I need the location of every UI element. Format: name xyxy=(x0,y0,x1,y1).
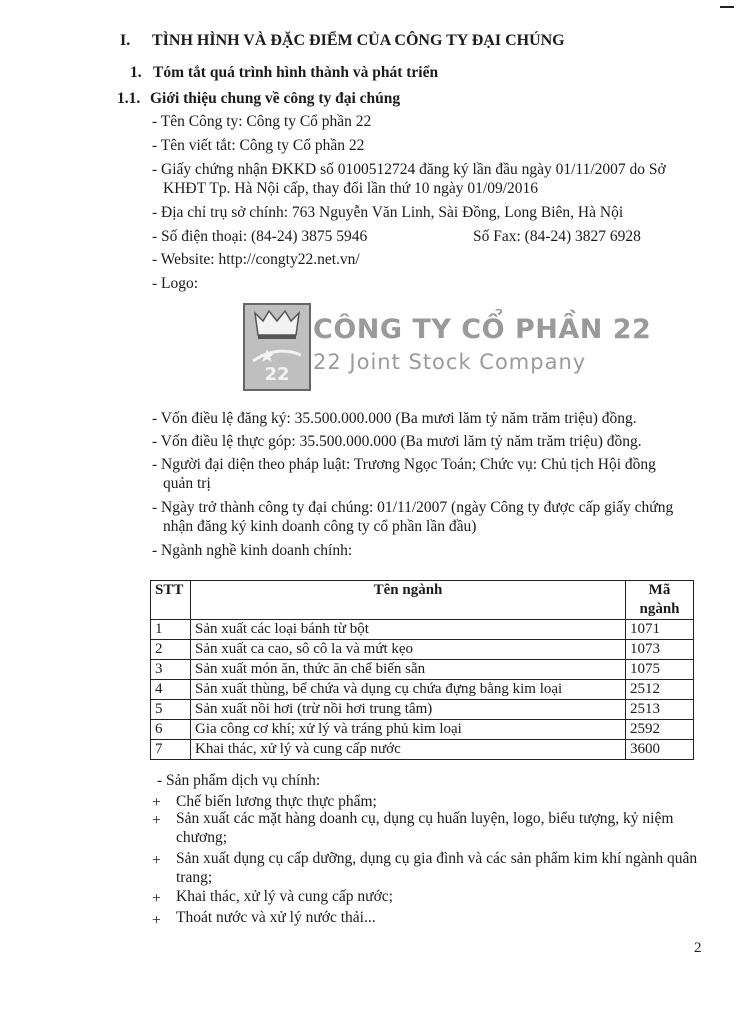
company-address: - Địa chỉ trụ sở chính: 763 Nguyễn Văn Linh, Sài Đồng, Long Biên, Hà Nội xyxy=(152,204,624,221)
row-name: Sản xuất nồi hơi (trừ nồi hơi trung tâm) xyxy=(190,700,625,720)
row-code: 2513 xyxy=(626,700,694,720)
business-cert-line1: - Giấy chứng nhận ĐKKD số 0100512724 đăng ký lần đầu ngày 01/11/2007 do Sở xyxy=(152,161,666,178)
products-label: - Sản phẩm dịch vụ chính: xyxy=(157,772,321,789)
bullet-icon: + xyxy=(152,794,161,811)
section-title: TÌNH HÌNH VÀ ĐẶC ĐIỂM CỦA CÔNG TY ĐẠI CHÚNG xyxy=(152,32,565,49)
company-name: - Tên Công ty: Công ty Cổ phần 22 xyxy=(152,113,372,130)
row-name: Sản xuất thùng, bể chứa và dụng cụ chứa đựng bằng kim loại xyxy=(190,680,625,700)
product-item: Chế biến lương thực thực phẩm; xyxy=(176,793,377,810)
public-company-date-line1: - Ngày trở thành công ty đại chúng: 01/11/2007 (ngày Công ty được cấp giấy chứng xyxy=(152,499,674,516)
column-header-name: Tên ngành xyxy=(190,581,625,620)
charter-capital-paid: - Vốn điều lệ thực góp: 35.500.000.000 (Ba mươi lăm tỷ năm trăm triệu) đồng. xyxy=(152,433,642,450)
legal-representative-line2: quản trị xyxy=(163,475,211,492)
row-stt: 3 xyxy=(151,660,191,680)
row-stt: 6 xyxy=(151,720,191,740)
row-code: 1071 xyxy=(626,620,694,640)
subsection-1-number: 1. xyxy=(130,64,142,81)
row-stt: 4 xyxy=(151,680,191,700)
row-stt: 1 xyxy=(151,620,191,640)
product-item-continued: chương; xyxy=(176,829,228,846)
subsection-1-title: Tóm tắt quá trình hình thành và phát triển xyxy=(153,64,439,81)
company-fax: Số Fax: (84-24) 3827 6928 xyxy=(473,228,641,245)
row-stt: 2 xyxy=(151,640,191,660)
product-item: Khai thác, xử lý và cung cấp nước; xyxy=(176,888,393,905)
corner-mark xyxy=(720,6,734,8)
table-row xyxy=(151,620,694,640)
business-cert-line2: KHĐT Tp. Hà Nội cấp, thay đổi lần thứ 10 ngày 01/09/2016 xyxy=(163,180,539,197)
row-code: 3600 xyxy=(626,740,694,760)
row-code: 1073 xyxy=(626,640,694,660)
table-row xyxy=(151,700,694,720)
row-name: Sản xuất ca cao, sô cô la và mứt kẹo xyxy=(190,640,625,660)
row-stt: 5 xyxy=(151,700,191,720)
bullet-icon: + xyxy=(152,890,161,907)
legal-representative-line1: - Người đại diện theo pháp luật: Trương Ngọc Toán; Chức vụ: Chủ tịch Hội đồng xyxy=(152,456,656,473)
table-row xyxy=(151,720,694,740)
bullet-icon: + xyxy=(152,852,161,869)
table-row xyxy=(151,640,694,660)
business-lines-table xyxy=(150,580,694,760)
bullet-icon: + xyxy=(152,912,161,929)
bullet-icon: + xyxy=(152,812,161,829)
company-short-name: - Tên viết tắt: Công ty Cổ phần 22 xyxy=(152,137,365,154)
subsection-1-1-title: Giới thiệu chung về công ty đại chúng xyxy=(150,90,401,107)
row-name: Gia công cơ khí; xử lý và tráng phủ kim loại xyxy=(190,720,625,740)
table-row xyxy=(151,680,694,700)
row-name: Sản xuất các loại bánh từ bột xyxy=(190,620,625,640)
row-code: 2592 xyxy=(626,720,694,740)
charter-capital-registered: - Vốn điều lệ đăng ký: 35.500.000.000 (Ba mươi lăm tỷ năm trăm triệu) đồng. xyxy=(152,410,637,427)
section-number: I. xyxy=(120,32,131,49)
subsection-1-1-number: 1.1. xyxy=(117,90,141,107)
row-stt: 7 xyxy=(151,740,191,760)
column-header-stt: STT xyxy=(151,581,191,620)
product-item: Sản xuất các mặt hàng doanh cụ, dụng cụ huấn luyện, logo, biểu tượng, kỷ niệm xyxy=(176,810,674,827)
row-code: 1075 xyxy=(626,660,694,680)
product-item-continued: trang; xyxy=(176,869,213,886)
table-row xyxy=(151,740,694,760)
table-row xyxy=(151,660,694,680)
product-item: Sản xuất dụng cụ cấp dưỡng, dụng cụ gia đình và các sản phẩm kim khí ngành quân xyxy=(176,850,698,867)
logo-badge-number: 22 xyxy=(264,364,290,385)
row-name: Khai thác, xử lý và cung cấp nước xyxy=(190,740,625,760)
business-lines-label: - Ngành nghề kinh doanh chính: xyxy=(152,542,353,559)
table-header-row xyxy=(151,581,694,620)
column-header-code: Mã ngành xyxy=(626,581,694,620)
company-website: - Website: http://congty22.net.vn/ xyxy=(152,251,360,268)
logo-name-vietnamese: CÔNG TY CỔ PHẦN 22 xyxy=(313,314,652,345)
company-phone: - Số điện thoại: (84-24) 3875 5946 xyxy=(152,228,368,245)
product-item: Thoát nước và xử lý nước thải... xyxy=(176,909,376,926)
row-name: Sản xuất món ăn, thức ăn chế biến sẵn xyxy=(190,660,625,680)
logo-name-english: 22 Joint Stock Company xyxy=(313,350,587,374)
row-code: 2512 xyxy=(626,680,694,700)
logo-label: - Logo: xyxy=(152,275,199,292)
page-number: 2 xyxy=(694,940,702,956)
public-company-date-line2: nhận đăng ký kinh doanh công ty cổ phần lần đầu) xyxy=(163,518,477,535)
company-logo-badge xyxy=(243,303,311,391)
